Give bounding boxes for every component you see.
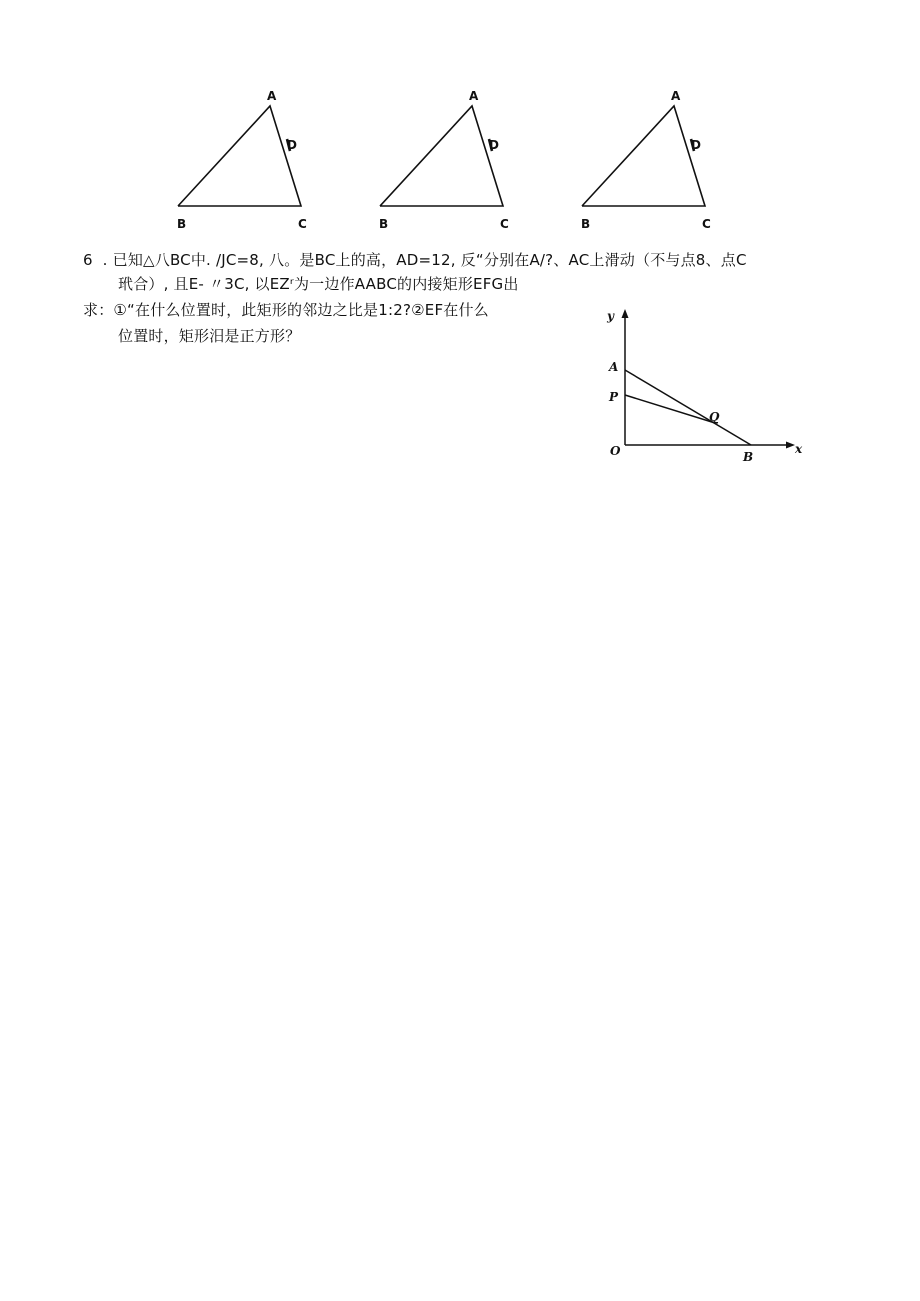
point-a-label: A bbox=[609, 360, 619, 374]
point-d-label: D bbox=[691, 138, 701, 152]
triangle-figure-1 bbox=[170, 85, 330, 235]
triangle-outline bbox=[178, 106, 301, 206]
segment-ab bbox=[625, 370, 751, 445]
vertex-a-label: A bbox=[469, 89, 479, 103]
point-d-label: D bbox=[489, 138, 499, 152]
triangle-figure-3 bbox=[574, 85, 734, 235]
coordinate-graph bbox=[595, 303, 815, 468]
vertex-a-label: A bbox=[671, 89, 681, 103]
origin-label: O bbox=[610, 444, 621, 458]
triangle-figure-2 bbox=[372, 85, 532, 235]
point-q-label: Q bbox=[709, 410, 720, 424]
x-axis-arrow-icon bbox=[786, 442, 795, 449]
vertex-b-label: B bbox=[581, 217, 591, 231]
triangle-figure-3-drawing bbox=[574, 85, 734, 235]
vertex-b-label: B bbox=[379, 217, 389, 231]
y-axis-label: y bbox=[607, 309, 614, 323]
triangle-figure-2-drawing bbox=[372, 85, 532, 235]
y-axis-arrow-icon bbox=[622, 309, 629, 318]
point-b-label: B bbox=[743, 450, 754, 464]
vertex-c-label: C bbox=[500, 217, 509, 231]
question-line-2: 玳合）, 且E- 〃3C, 以EZʳ为一边作AABC的内接矩形EFG出 bbox=[118, 275, 519, 293]
question-line-3: 求：①“在什么位置时，此矩形的邻边之比是1:2?②EF在什么 bbox=[83, 301, 489, 319]
question-line-4: 位置时，矩形汨是正方形？ bbox=[118, 327, 301, 345]
vertex-b-label: B bbox=[177, 217, 187, 231]
point-p-label: P bbox=[609, 390, 619, 404]
triangle-outline bbox=[380, 106, 503, 206]
triangle-outline bbox=[582, 106, 705, 206]
coordinate-graph-drawing bbox=[595, 303, 815, 468]
vertex-c-label: C bbox=[702, 217, 711, 231]
triangle-figure-1-drawing bbox=[170, 85, 330, 235]
vertex-c-label: C bbox=[298, 217, 307, 231]
vertex-a-label: A bbox=[267, 89, 277, 103]
x-axis-label: x bbox=[795, 442, 803, 456]
segment-pq bbox=[625, 395, 715, 423]
question-line-1: 6 . 已知△八BC中. /JC=8, 八。是BC上的高，AD=12, 反“分别在A/?、AC上滑动（不与点8、点C bbox=[83, 251, 747, 269]
point-d-label: D bbox=[287, 138, 297, 152]
